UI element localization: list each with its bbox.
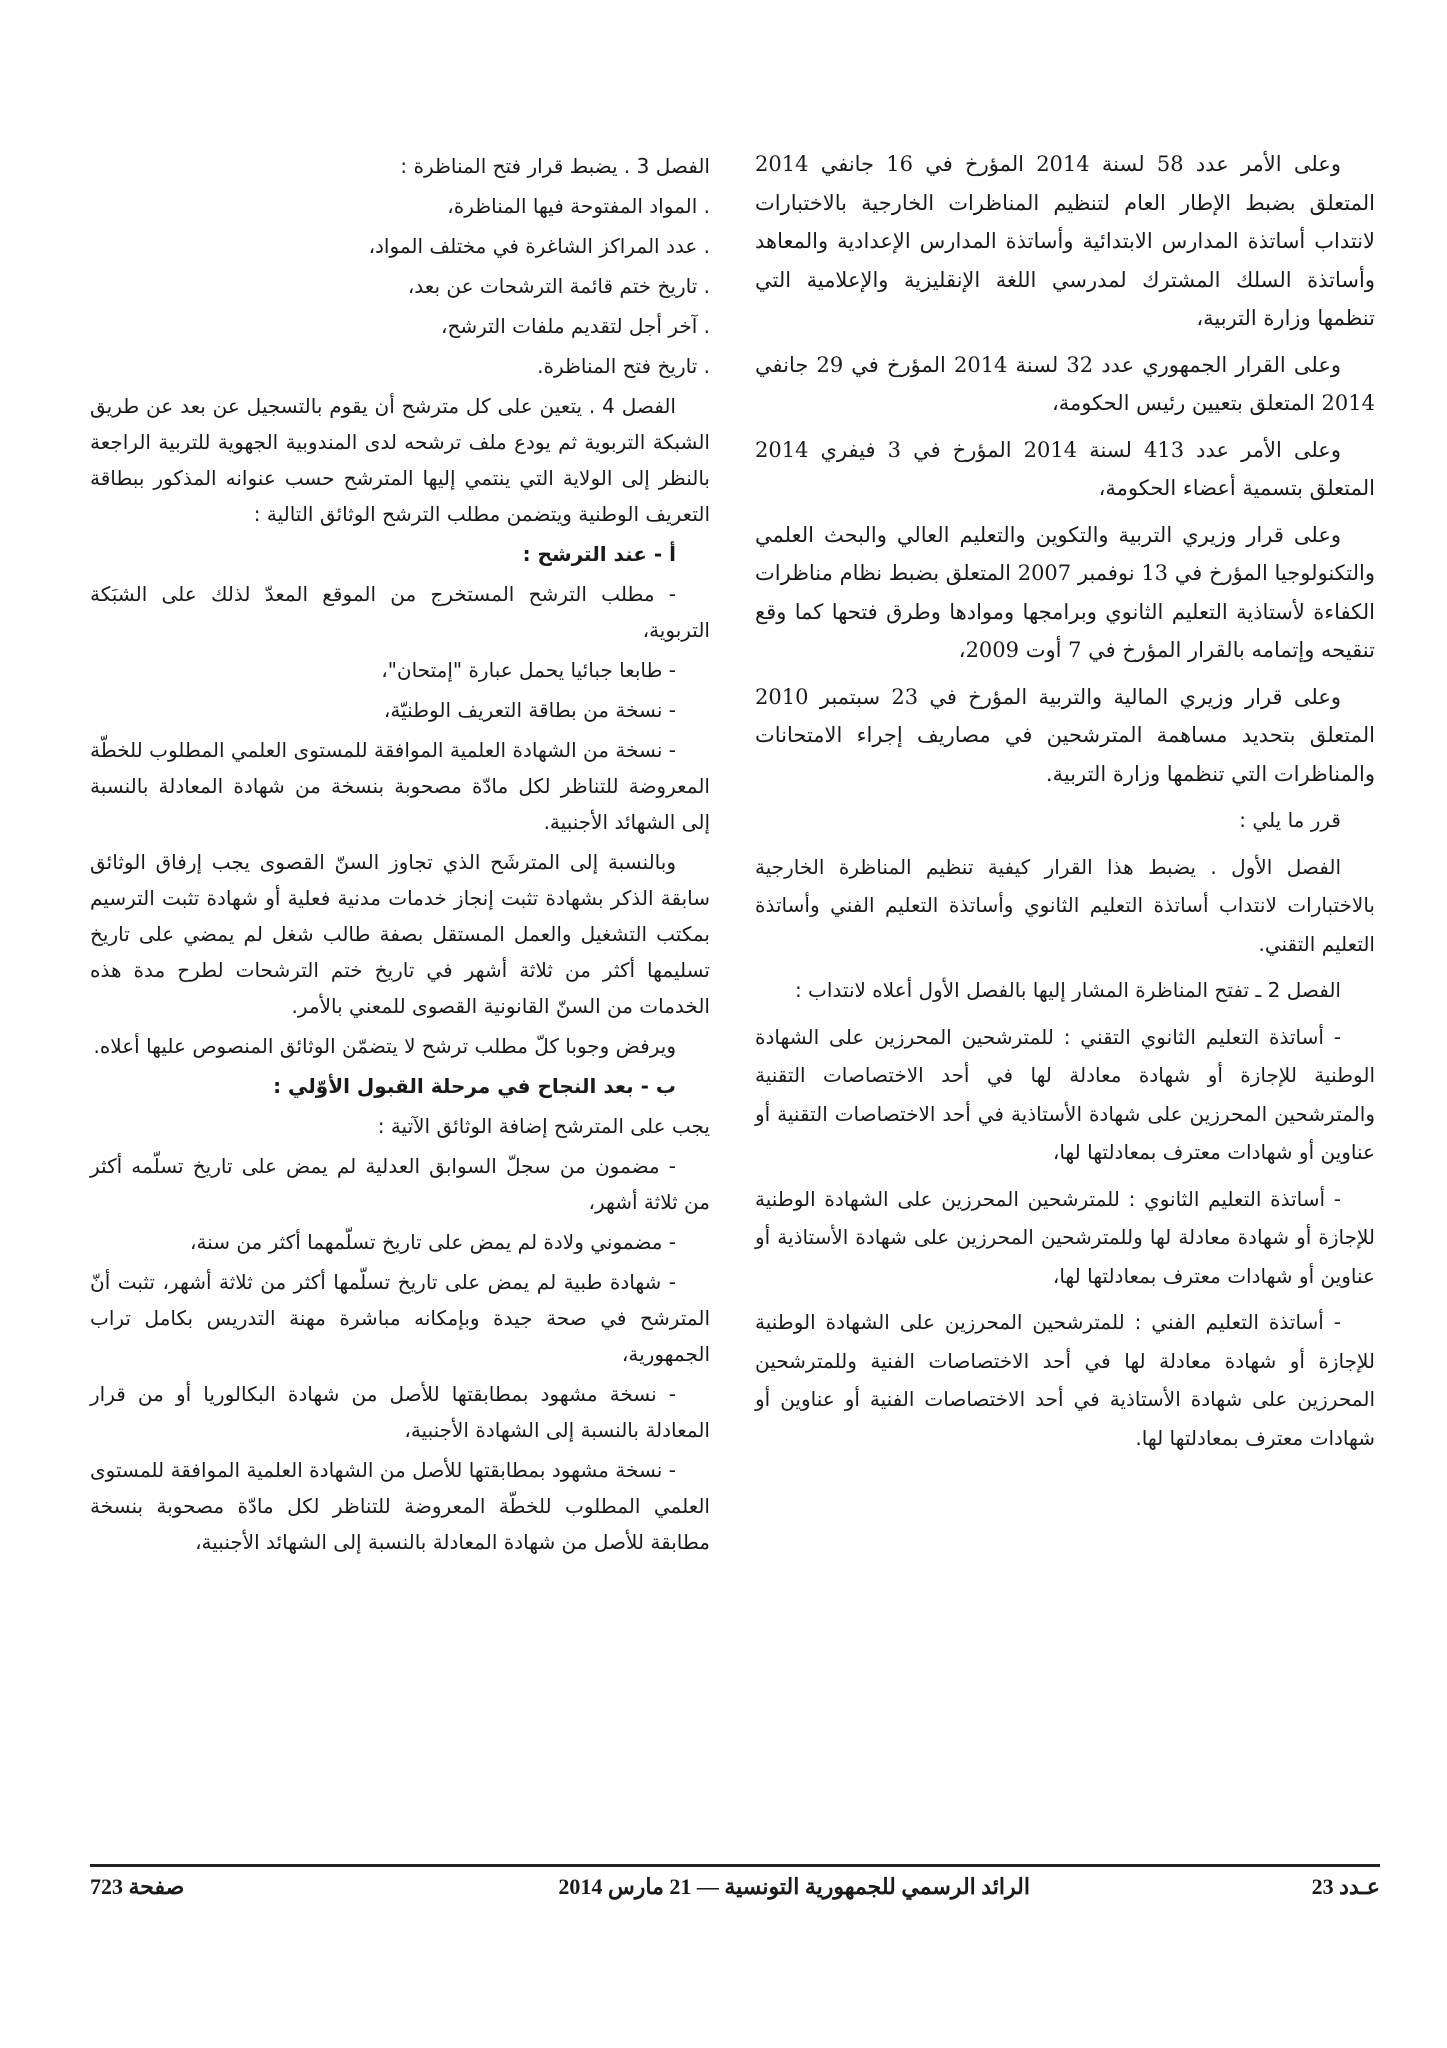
- section-b-item: - مضموني ولادة لم يمض على تاريخ تسلّمهما أكثر من سنة،: [189, 1230, 676, 1254]
- preamble-decree-413: وعلى الأمر عدد 413 لسنة 2014 المؤرخ في 3 فيفري 2014 المتعلق بتسمية أعضاء الحكومة،: [755, 437, 1375, 500]
- section-b-item: - نسخة مشهود بمطابقتها للأصل من شهادة البكالوريا أو من قرار المعادلة بالنسبة إلى الشهادة الأجنبية،: [90, 1382, 710, 1442]
- article-2-artistic: - أساتذة التعليم الفني : للمترشحين المحرزين على الشهادة الوطنية للإجازة أو شهادة معادلة لها في أحد الاختصاصات الفنية وللمترشحين المحرزين على شهادة الأستاذية في أحد الاختصاصات الفنية أو عناوين أو شهادات معترف بمعادلتها لها.: [755, 1310, 1375, 1450]
- article-2-secondary: - أساتذة التعليم الثانوي : للمترشحين المحرزين على الشهادة الوطنية للإجازة أو شهادة معادلة لها وللمترشحين المحرزين على شهادة الأستاذية أو عناوين أو شهادات معترف بمعادلتها لها،: [755, 1186, 1375, 1288]
- article-3-title: الفصل 3 . يضبط قرار فتح المناظرة :: [400, 154, 710, 178]
- section-a-item: - نسخة من الشهادة العلمية الموافقة للمستوى العلمي المطلوب للخطّة المعروضة للتناظر لكل مادّة مصحوبة بنسخة من شهادة المعادلة بالنسبة إلى الشهائد الأجنبية.: [90, 738, 710, 834]
- section-b-item: - شهادة طبية لم يمض على تاريخ تسلّمها أكثر من ثلاثة أشهر، تثبت أنّ المترشح في صحة جيدة وبإمكانه مباشرة مهنة التدريس بكامل تراب الجمهورية،: [90, 1270, 710, 1366]
- section-a-item: - نسخة من بطاقة التعريف الوطنيّة،: [383, 698, 676, 722]
- section-b-item: - مضمون من سجلّ السوابق العدلية لم يمض على تاريخ تسلّمه أكثر من ثلاثة أشهر،: [90, 1154, 710, 1214]
- article-2-technical-secondary: - أساتذة التعليم الثانوي التقني : للمترشحين المحرزين على الشهادة الوطنية للإجازة أو شهادة معادلة لها في أحد الاختصاصات التقنية والمترشحين المحرزين على شهادة الأستاذية في أحد الاختصاصات التقنية أو عناوين أو شهادات معترف بمعادلتها لها،: [755, 1024, 1375, 1164]
- article-2: الفصل 2 ـ تفتح المناظرة المشار إليها بالفصل الأول أعلاه لانتداب :: [794, 978, 1341, 1002]
- article-3-item: . تاريخ ختم قائمة الترشحات عن بعد،: [407, 274, 710, 298]
- article-3-item: . آخر أجل لتقديم ملفات الترشح،: [440, 314, 710, 338]
- preamble-ministerial-2010: وعلى قرار وزيري المالية والتربية المؤرخ في 23 سبتمبر 2010 المتعلق بتحديد مساهمة المترشحين في مصاريف إجراء الامتحانات والمناظرات التي تنظمها وزارة التربية.: [755, 684, 1375, 786]
- preamble-decision-32: وعلى القرار الجمهوري عدد 32 لسنة 2014 المؤرخ في 29 جانفي 2014 المتعلق بتعيين رئيس الحكومة،: [755, 352, 1375, 415]
- section-a-item: - مطلب الترشح المستخرج من الموقع المعدّ لذلك على الشبَكة التربوية،: [90, 582, 710, 642]
- gazette-title-date: الرائد الرسمي للجمهورية التونسية — 21 مارس 2014: [558, 1874, 1030, 1899]
- page-footer: [90, 1874, 1380, 1910]
- right-column: [755, 145, 1375, 1465]
- section-b-intro: يجب على المترشح إضافة الوثائق الآتية :: [377, 1114, 710, 1138]
- decides-heading: قرر ما يلي :: [1239, 808, 1341, 832]
- section-a-item: - طابعا جبائيا يحمل عبارة "إمتحان"،: [381, 658, 676, 682]
- article-3-item: . عدد المراكز الشاغرة في مختلف المواد،: [368, 234, 710, 258]
- footer-divider: [90, 1864, 1380, 1867]
- page-number: صفحة 723: [90, 1874, 185, 1899]
- article-3-item: . تاريخ فتح المناظرة.: [537, 354, 710, 378]
- preamble-decree-58: وعلى الأمر عدد 58 لسنة 2014 المؤرخ في 16 جانفي 2014 المتعلق بضبط الإطار العام لتنظيم المناظرات الخارجية بالاختبارات لانتداب أساتذة المدارس الابتدائية وأساتذة المدارس الإعدادية والمعاهد وأساتذة السلك المشترك لمدرسي اللغة الإنقليزية والإعلامية التي تنظمها وزارة التربية،: [755, 152, 1375, 330]
- section-b-heading: ب - بعد النجاح في مرحلة القبول الأوّلي :: [273, 1074, 676, 1098]
- section-b-item: - نسخة مشهود بمطابقتها للأصل من الشهادة العلمية الموافقة للمستوى العلمي المطلوب للخطّة المعروضة للتناظر لكل مادّة مصحوبة بنسخة مطابقة للأصل من شهادة المعادلة بالنسبة إلى الشهائد الأجنبية،: [90, 1458, 710, 1554]
- age-limit-paragraph: وبالنسبة إلى المترشَح الذي تجاوز السنّ القصوى يجب إرفاق الوثائق سابقة الذكر بشهادة تثبت إنجاز خدمات مدنية فعلية أو شهادة تثبت الترسيم بمكتب التشغيل والعمل المستقل بصفة طالب شغل لم يمضي على تاريخ تسليمها أكثر من ثلاثة أشهر في تاريخ ختم الترشحات لطرح مدة هذه الخدمات من السنّ القانونية القصوى للمعني بالأمر.: [90, 850, 710, 1018]
- section-a-heading: أ - عند الترشح :: [522, 542, 676, 566]
- preamble-ministerial-2007: وعلى قرار وزيري التربية والتكوين والتعليم العالي والبحث العلمي والتكنولوجيا المؤرخ في 13 نوفمبر 2007 المتعلق بضبط نظام مناظرات الكفاءة لأستاذية التعليم الثانوي وبرامجها وموادها وطرق فتحها كما وقع تنقيحه وإتمامه بالقرار المؤرخ في 7 أوت 2009،: [755, 522, 1375, 662]
- article-3-item: . المواد المفتوحة فيها المناظرة،: [447, 194, 710, 218]
- article-1: الفصل الأول . يضبط هذا القرار كيفية تنظيم المناظرة الخارجية بالاختبارات لانتداب أساتذة التعليم الثانوي وأساتذة التعليم الفني وأساتذة التعليم التقني.: [755, 854, 1375, 956]
- issue-number: عـدد 23: [1311, 1874, 1380, 1899]
- left-column: [90, 148, 710, 1564]
- rejection-paragraph: ويرفض وجوبا كلّ مطلب ترشح لا يتضمّن الوثائق المنصوص عليها أعلاه.: [93, 1034, 676, 1058]
- article-4: الفصل 4 . يتعين على كل مترشح أن يقوم بالتسجيل عن بعد عن طريق الشبكة التربوية ثم يودع ملف ترشحه لدى المندوبية الجهوية للتربية الراجعة بالنظر إلى الولاية التي ينتمي إليها المترشح حسب عنوانه المذكور ببطاقة التعريف الوطنية ويتضمن مطلب الترشح الوثائق التالية :: [90, 394, 710, 526]
